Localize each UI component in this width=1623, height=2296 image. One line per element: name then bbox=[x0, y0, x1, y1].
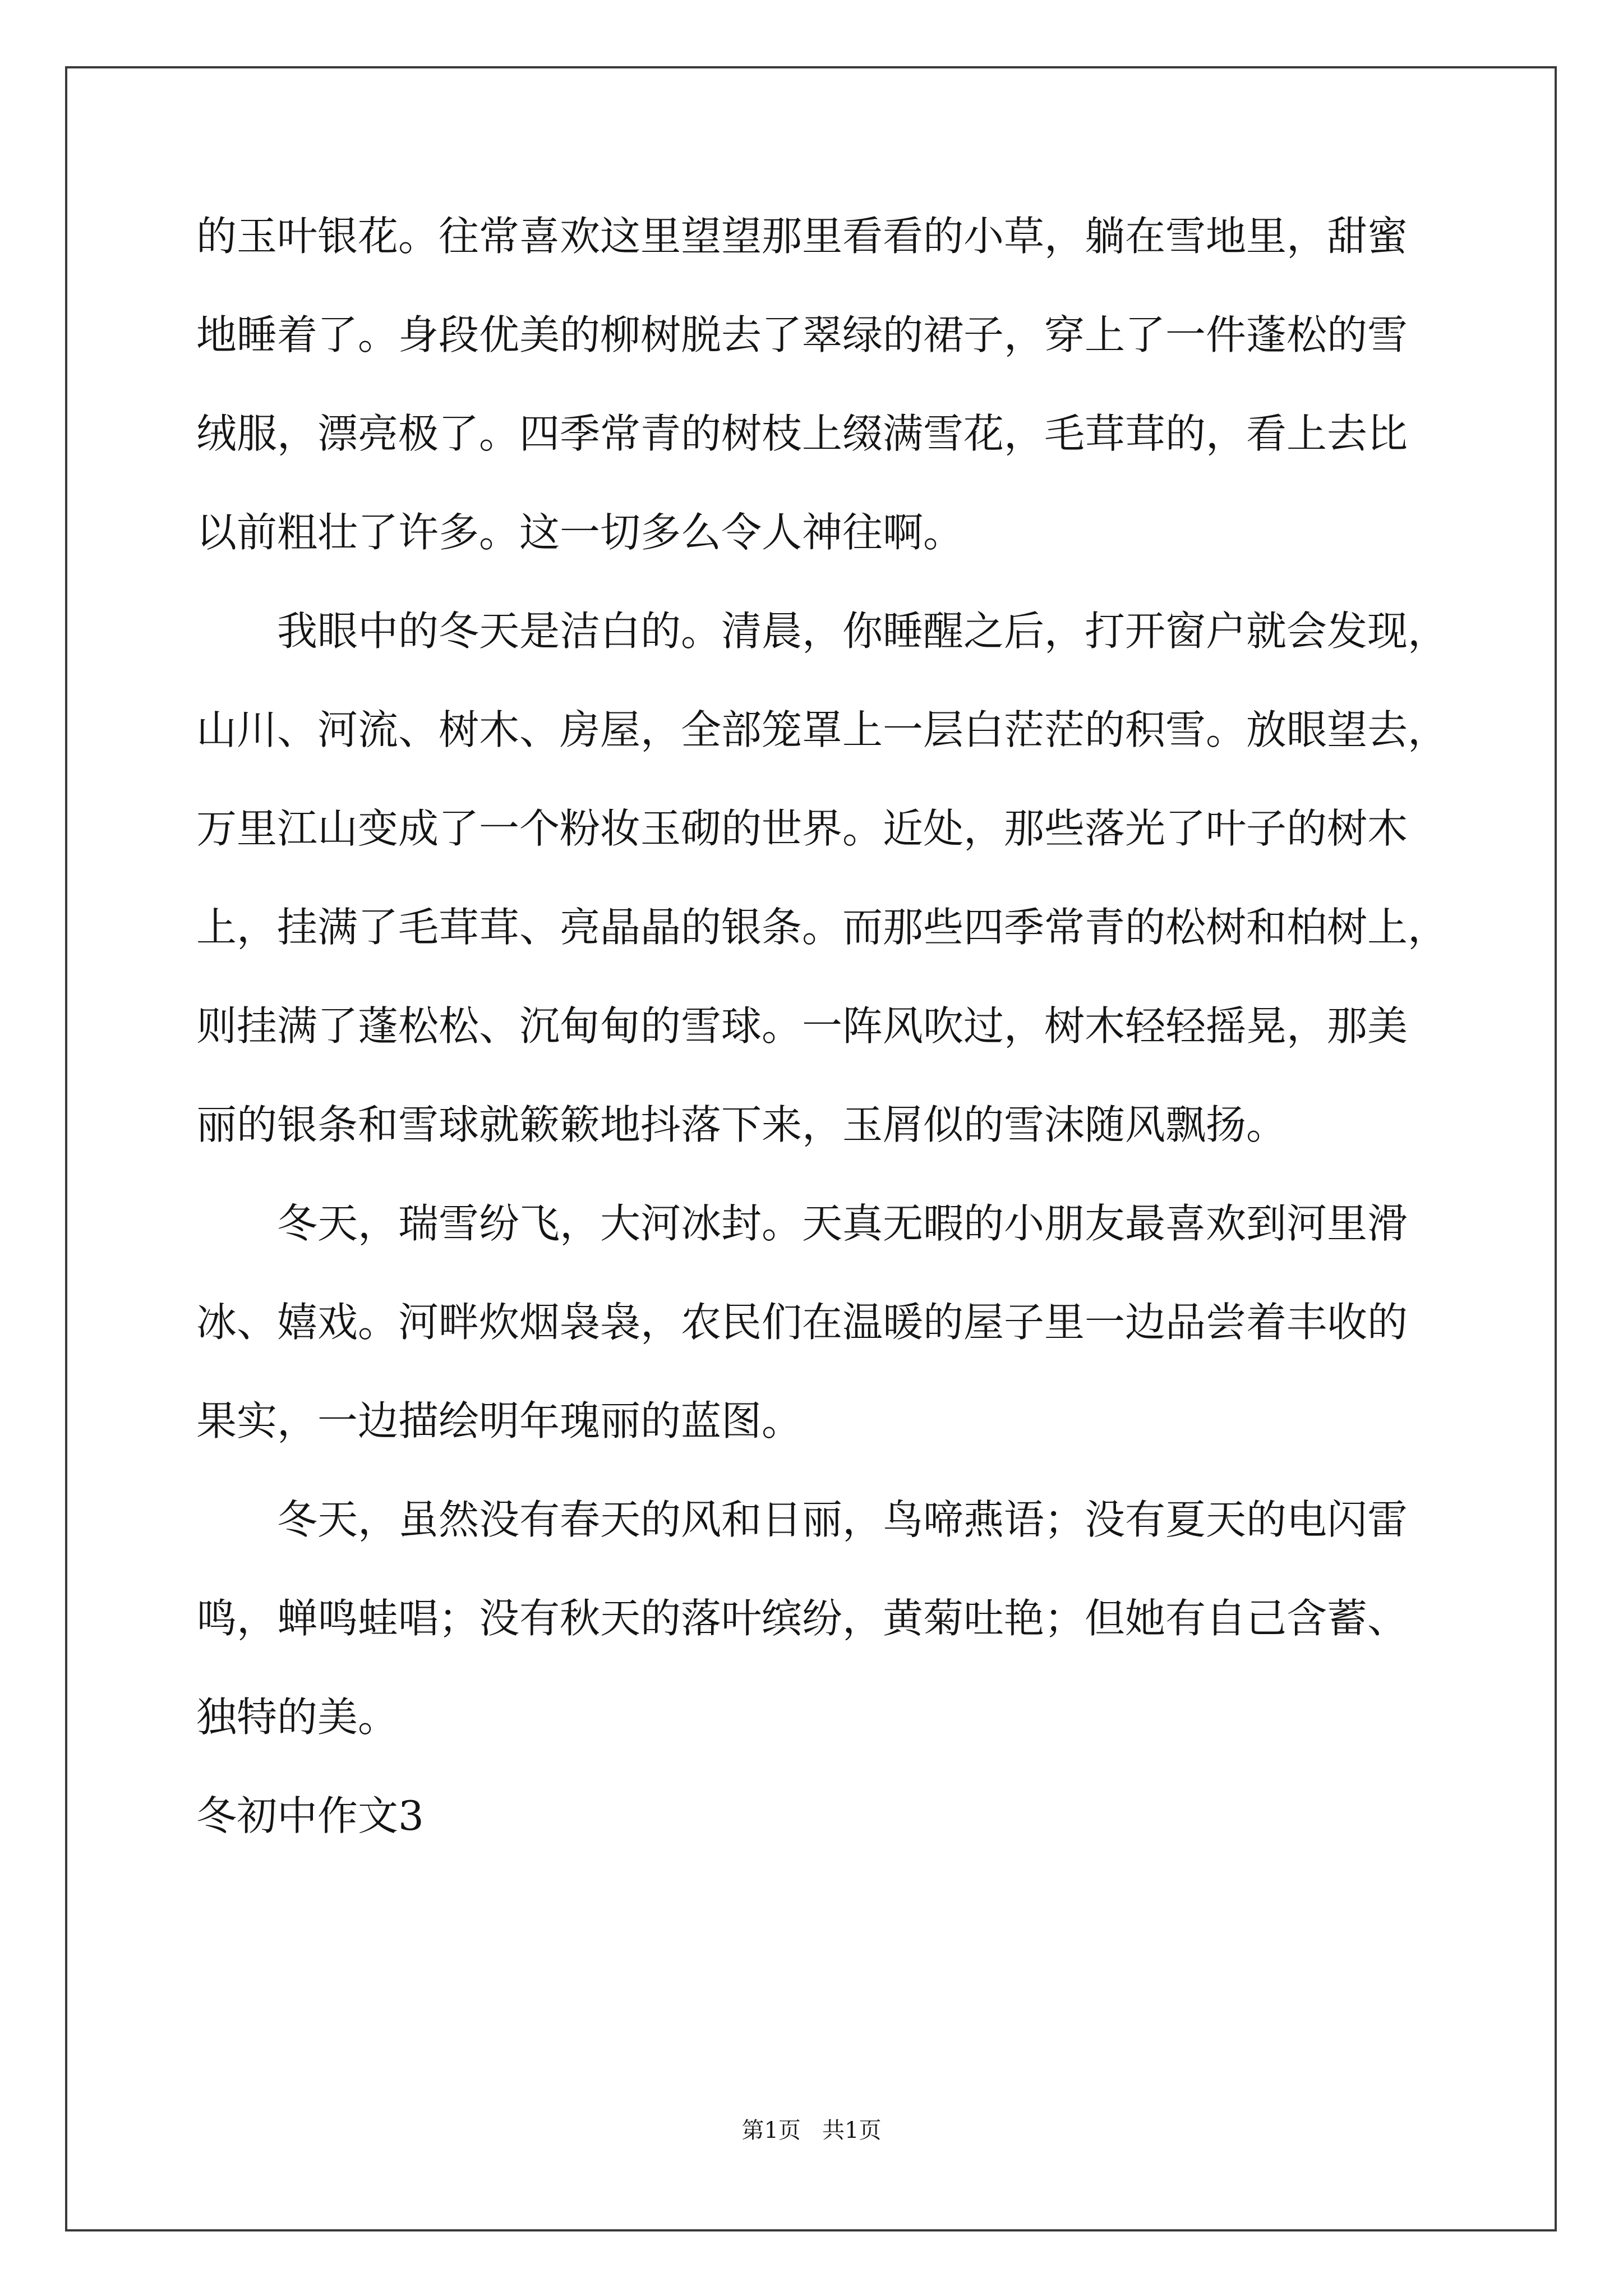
paragraph-start-line: 我眼中的冬天是洁白的。清晨，你睡醒之后，打开窗户就会发现， bbox=[277, 608, 1449, 655]
text-line: 上，挂满了毛茸茸、亮晶晶的银条。而那些四季常青的松树和柏树上， bbox=[196, 904, 1449, 951]
document-body bbox=[196, 213, 1449, 1894]
text-line: 绒服，漂亮极了。四季常青的树枝上缀满雪花，毛茸茸的，看上去比 bbox=[196, 410, 1408, 457]
text-line: 则挂满了蓬松松、沉甸甸的雪球。一阵风吹过，树木轻轻摇晃，那美 bbox=[196, 1002, 1408, 1050]
text-line: 丽的银条和雪球就簌簌地抖落下来，玉屑似的雪沫随风飘扬。 bbox=[196, 1101, 1287, 1148]
text-line: 山川、河流、树木、房屋，全部笼罩上一层白茫茫的积雪。放眼望去， bbox=[196, 706, 1449, 753]
page-number-footer: 第1页 共1页 bbox=[741, 2118, 882, 2143]
text-line: 万里江山变成了一个粉妆玉砌的世界。近处，那些落光了叶子的树木 bbox=[196, 805, 1408, 852]
text-line: 以前粗壮了许多。这一切多么令人神往啊。 bbox=[196, 509, 964, 556]
text-line: 鸣，蝉鸣蛙唱；没有秋天的落叶缤纷，黄菊吐艳；但她有自己含蓄、 bbox=[196, 1595, 1408, 1642]
paragraph-start-line: 冬天，虽然没有春天的风和日丽，鸟啼燕语；没有夏天的电闪雷 bbox=[277, 1496, 1408, 1543]
text-line: 果实，一边描绘明年瑰丽的蓝图。 bbox=[196, 1397, 803, 1444]
section-heading: 冬初中作文3 bbox=[196, 1792, 424, 1839]
text-line: 冰、嬉戏。河畔炊烟袅袅，农民们在温暖的屋子里一边品尝着丰收的 bbox=[196, 1299, 1408, 1346]
text-line: 地睡着了。身段优美的柳树脱去了翠绿的裙子，穿上了一件蓬松的雪 bbox=[196, 311, 1408, 358]
text-line: 的玉叶银花。往常喜欢这里望望那里看看的小草，躺在雪地里，甜蜜 bbox=[196, 213, 1408, 260]
text-line: 独特的美。 bbox=[196, 1694, 399, 1741]
paragraph-start-line: 冬天，瑞雪纷飞，大河冰封。天真无暇的小朋友最喜欢到河里滑 bbox=[277, 1200, 1408, 1247]
